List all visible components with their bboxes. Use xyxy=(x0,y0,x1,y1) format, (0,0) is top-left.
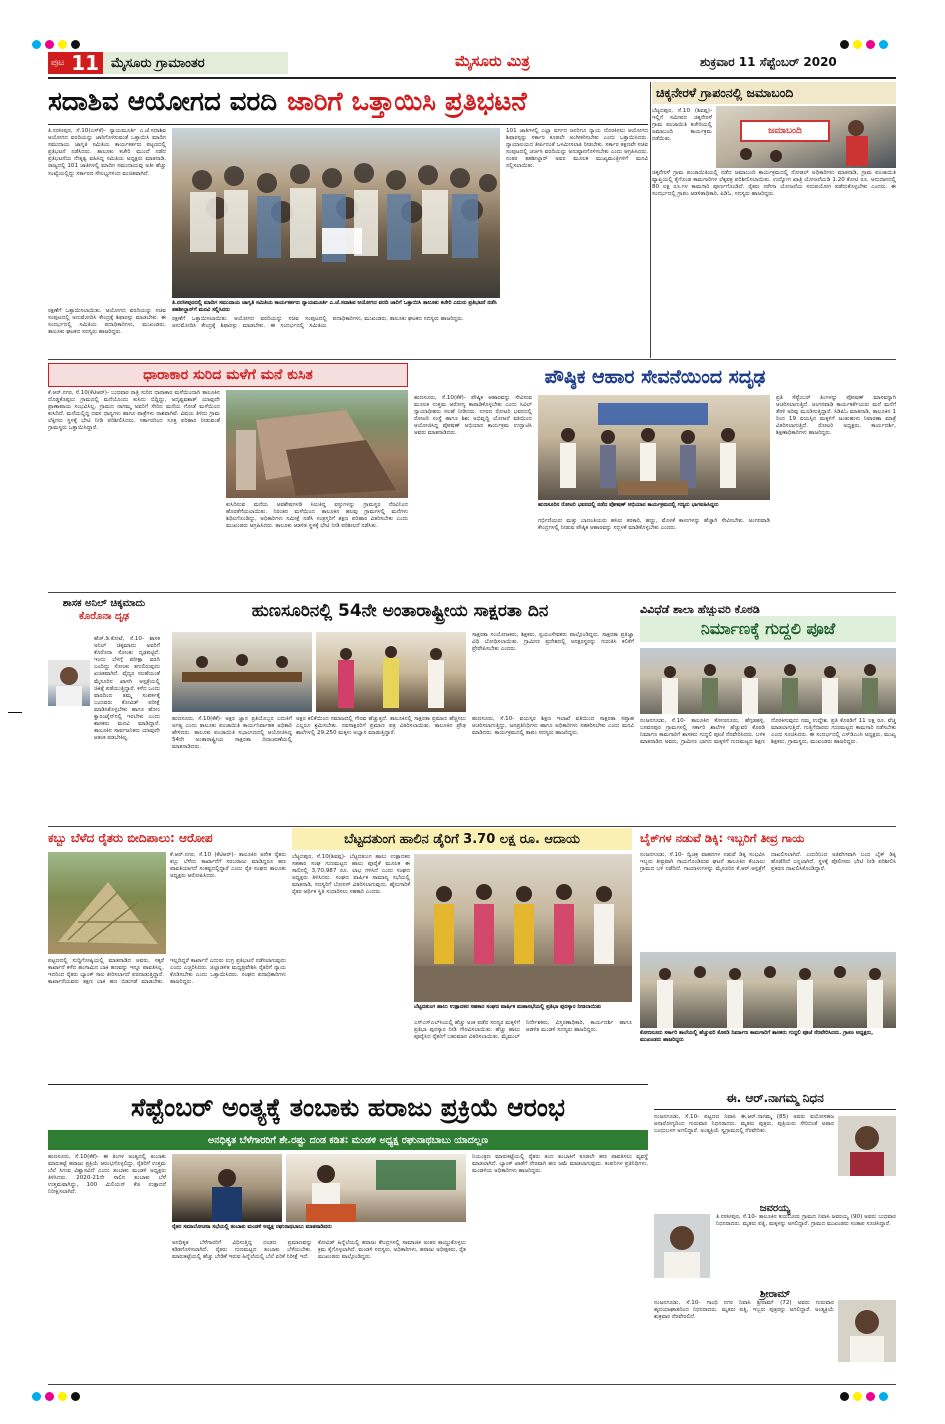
literacy-headline-bar xyxy=(166,596,634,626)
lead-headline xyxy=(48,82,648,122)
nutrition-photo xyxy=(538,395,770,500)
rain-headline-bar xyxy=(48,363,408,387)
dairy-body-col1: ಬೆಟ್ಟದಪುರ, ಸೆ.10(ಶಿವಪ್ಪ)- ಬೆಟ್ಟದತುಂಗ ಹಾಲು ಉತ್ಪಾದಕರ ಸಹಕಾರ ಸಂಘ ಗುಣಮಟ್ಟದ ಹಾಲು ಪೂರೈಕೆ ಮೂಲಕ ಈ ಸಾಲಿನಲ್ಲಿ 3,70,987 ರೂ. ಲಾಭ ಗಳಿಸಿದೆ ಎಂದು ಸಂಘದ ಅಧ್ಯಕ್ಷರು ತಿಳಿಸಿದರು. ಸಂಘದ ವಾರ್ಷಿಕ ಸಾಮಾನ್ಯ ಸಭೆಯಲ್ಲಿ ಮಾತನಾಡಿ, ಸದಸ್ಯರಿಗೆ ಬೋನಸ್ ವಿತರಿಸಲಾಗುವುದು. ಹೈನುಗಾರಿಕೆ ರೈತರ ಆರ್ಥಿಕ ಸ್ಥಿತಿ ಸುಧಾರಿಸಲು ಸಹಕಾರಿ ಎಂದರು. xyxy=(292,854,410,896)
tobacco-body-col3: ಕೋವಿಡ್ ಹಿನ್ನೆಲೆಯಲ್ಲಿ ಹರಾಜು ಕೇಂದ್ರಗಳಲ್ಲಿ ಸಾಮಾಜಿಕ ಅಂತರ ಕಾಯ್ದುಕೊಳ್ಳಲು ಕ್ರಮ ಕೈಗೊಳ್ಳಲಾಗಿದೆ. ಮಂಡಳಿ ಸದಸ್ಯರು, ಅಧಿಕಾರಿಗಳು, ಹರಾಜು ಅಧೀಕ್ಷಕರು, ರೈತ ಮುಖಂಡರು ಪಾಲ್ಗೊಂಡಿದ್ದರು. xyxy=(318,1240,466,1261)
issue-date: ಶುಕ್ರವಾರ 11 ಸೆಪ್ಟೆಂಬರ್ 2020 xyxy=(700,55,837,69)
school-body: ನಂಜನಗೂಡು, ಸೆ.10- ತಾಲೂಕಿನ ಕೋಣನೂರು, ಹೆಗ್ಗಡಹಳ್ಳಿ, ಬಸವನಪುರ ಗ್ರಾಮಗಳಲ್ಲಿ ಸರ್ಕಾರಿ ಶಾಲೆಗಳ ಹೆಚ್ಚುವರಿ ಕೊಠಡಿ ನಿರ್ಮಾಣ ಕಾಮಗಾರಿಗೆ ಶಾಸಕರು ಗುದ್ದಲಿ ಪೂಜೆ ನೆರವೇರಿಸಿದರು. ಬಳಿಕ ಮಾತನಾಡಿದ ಅವರು, ಗ್ರಾಮೀಣ ಭಾಗದ ಮಕ್ಕಳಿಗೆ ಗುಣಮಟ್ಟದ ಶಿಕ್ಷಣ ದೊರಕಿಸುವುದು ನಮ್ಮ ಉದ್ದೇಶ. ಪ್ರತಿ ಕೊಠಡಿಗೆ 11 ಲಕ್ಷ ರೂ. ವೆಚ್ಚ ಮಾಡಲಾಗುತ್ತಿದೆ. ಗುತ್ತಿಗೆದಾರರು ಗುಣಮಟ್ಟದ ಕಾಮಗಾರಿ ನಡೆಸಬೇಕು ಎಂದು ಸೂಚಿಸಿದರು. ಈ ಸಂದರ್ಭದಲ್ಲಿ ಎಸ್‌ಡಿಎಂಸಿ ಅಧ್ಯಕ್ಷರು, ಮುಖ್ಯ ಶಿಕ್ಷಕರು, ಗ್ರಾಮಸ್ಥರು, ಮುಖಂಡರು ಹಾಜರಿದ್ದರು. xyxy=(640,718,896,746)
obituary-3-portrait xyxy=(838,1300,896,1362)
obituary-3-name: ಶ್ರೀರಾಮ್ xyxy=(759,1289,791,1300)
tobacco-subhead-bar xyxy=(48,1130,648,1150)
lead-body-bottom: ರಕ್ಷಣೆಗೆ ಒತ್ತಾಯಿಸಲಾಯಿತು. ಆಯೋಗದ ವರದಿಯನ್ನು ಸಚಿವ ಸಂಪುಟದಲ್ಲಿ ಅನುಮೋದಿಸಿ ಕೇಂದ್ರಕ್ಕೆ ಶಿಫಾರಸ್ಸು ಮಾಡಬೇಕು. ಈ ಸಂದರ್ಭದಲ್ಲಿ ಸಮಿತಿಯ ಪದಾಧಿಕಾರಿಗಳು, ಮುಖಂಡರು, ತಾಲೂಕು ಘಟಕದ ಸದಸ್ಯರು ಹಾಜರಿದ್ದರು. xyxy=(172,316,464,330)
bottom-rule xyxy=(48,1384,896,1385)
row-rule xyxy=(48,592,896,593)
right-story1-photo xyxy=(716,106,896,168)
tobacco-headline: ಸೆಪ್ಟೆಂಬರ್ ಅಂತ್ಯಕ್ಕೆ ತಂಬಾಕು ಹರಾಜು ಪ್ರಕ್ರಿಯೆ ಆರಂಭ xyxy=(131,1093,565,1122)
literacy-body-col1: ಹುಣಸೂರು, ಸೆ.10(ಕೆಕೆ)- ಅಕ್ಷರ ಜ್ಞಾನ ಪ್ರತಿಯೊಬ್ಬರ ಬದುಕಿಗೆ ಅಗತ್ಯ ಎಂದು ತಾಲೂಕು ಪಂಚಾಯಿತಿ ಕಾರ್ಯನಿರ್ವಾಹಕ ಅಧಿಕಾರಿ ಹೇಳಿದರು. ತಾಲೂಕು ಪಂಚಾಯಿತಿ ಸಭಾಂಗಣದಲ್ಲಿ ಆಯೋಜಿಸಿದ್ದ 54ನೇ ಅಂತಾರಾಷ್ಟ್ರೀಯ ಸಾಕ್ಷರತಾ ದಿನಾಚರಣೆಯಲ್ಲಿ ಮಾತನಾಡಿದರು. xyxy=(172,716,292,751)
masthead: ಮೈಸೂರು ಮಿತ್ರ xyxy=(455,52,530,70)
obituary-1-body: ನಂಜನಗೂಡು, ಸೆ.10- ಪಟ್ಟಣದ ನಿವಾಸಿ ಈ.ಆರ್.ನಾಗಮ್ಮ (85) ಅವರು ವಯೋಸಹಜ ಅನಾರೋಗ್ಯದಿಂದ ಗುರುವಾರ ನಿಧನರಾದರು. ಮೃತರು ಪುತ್ರರು, ಪುತ್ರಿಯರು ಸೇರಿದಂತೆ ಅಪಾರ ಬಂಧುಬಳಗ ಅಗಲಿದ್ದಾರೆ. ಅಂತ್ಯಕ್ರಿಯೆ ಸ್ವಗ್ರಾಮದಲ್ಲಿ ನೆರವೇರಿತು. xyxy=(654,1114,834,1135)
mla-subhead: ಕೊರೊನಾ ದೃಢ xyxy=(79,611,129,622)
row-rule xyxy=(48,826,896,827)
literacy-photo2 xyxy=(316,632,466,712)
mla-headline: ಶಾಸಕ ಅನಿಲ್ ಚಿಕ್ಕಮಾದು xyxy=(62,598,146,609)
lead-photo xyxy=(172,128,500,298)
tobacco-headline-bar xyxy=(48,1088,648,1128)
sugarcane-photo xyxy=(48,852,166,954)
registration-marks-bottom-right xyxy=(840,1392,888,1401)
tobacco-body-col4: ನಿಯಂತ್ರಣ ಮಾರುಕಟ್ಟೆಯಲ್ಲಿ ರೈತರು ತಂದ ತಂಬಾಕಿಗೆ ಕೂಡಲೇ ಹಣ ಪಾವತಿಸಲು ವ್ಯವಸ್ಥೆ ಮಾಡಲಾಗಿದೆ. ಬ್ಯಾಂಕ್ ಖಾತೆಗೆ ನೇರವಾಗಿ ಹಣ ಜಮೆ ಮಾಡಲಾಗುವುದು. ಕಂಪನಿಗಳ ಪ್ರತಿನಿಧಿಗಳು, ಮಂಡಳಿಯ ಅಧಿಕಾರಿಗಳು ಹಾಜರಿದ್ದರು. xyxy=(472,1154,648,1175)
dairy-headline: ಬೆಟ್ಟದತುಂಗ ಹಾಲಿನ ಡೈರಿಗೆ 3.70 ಲಕ್ಷ ರೂ. ಆದಾಯ xyxy=(344,831,580,847)
crop-mark xyxy=(8,712,22,713)
jamabandi-banner-text: ಜಮಾಬಂದಿ xyxy=(768,126,802,136)
crowd-illustration xyxy=(172,128,500,298)
accident-photo xyxy=(640,952,896,1028)
dairy-photo xyxy=(414,854,632,1002)
obituary-2-body: ತಿ.ನರಸೀಪುರ, ಸೆ.10- ತಾಲೂಕಿನ ಕುರುಬೂರು ಗ್ರಾಮದ ನಿವಾಸಿ ಜವರಯ್ಯ (90) ಅವರು ಬುಧವಾರ ನಿಧನರಾದರು. ಮೃತರು ಪತ್ನಿ, ಮಕ್ಕಳನ್ನು ಅಗಲಿದ್ದಾರೆ. ಗ್ರಾಮದ ಮುಖಂಡರು ಸಂತಾಪ ಸೂಚಿಸಿದ್ದಾರೆ. xyxy=(716,1214,896,1228)
tobacco-body-col1: ಹುಣಸೂರು, ಸೆ.10(ಕೆಕೆ)- ಈ ತಿಂಗಳ ಅಂತ್ಯದಲ್ಲಿ ತಂಬಾಕು ಮಾರುಕಟ್ಟೆ ಹರಾಜು ಪ್ರಕ್ರಿಯೆ ಆರಂಭಗೊಳ್ಳಲಿದ್ದು, ರೈತರಿಗೆ ಉತ್ತಮ ಬೆಲೆ ಸಿಗುವ ವಿಶ್ವಾಸವಿದೆ ಎಂದು ತಂಬಾಕು ಮಂಡಳಿ ಅಧ್ಯಕ್ಷರು ತಿಳಿಸಿದರು. 2020-21ನೇ ಸಾಲಿನ ತಂಬಾಕು ಬೆಳೆ ಉತ್ತಮವಾಗಿದ್ದು, 100 ಮಿಲಿಯನ್ ಕೆಜಿ ಉತ್ಪಾದನೆ ನಿರೀಕ್ಷಿಸಲಾಗಿದೆ. xyxy=(48,1154,166,1196)
literacy-body-col3: ಸಾಕ್ಷರತಾ ಸಂಯೋಜಕರು, ಶಿಕ್ಷಕರು, ಸ್ವಯಂಸೇವಕರು ಪಾಲ್ಗೊಂಡಿದ್ದರು. ಸಾಕ್ಷರತಾ ಪ್ರತಿಜ್ಞಾ ವಿಧಿ ಬೋಧಿಸಲಾಯಿತು. ಗ್ರಾಮೀಣ ಪ್ರದೇಶದಲ್ಲಿ ಅನಕ್ಷರಸ್ಥರನ್ನು ಗುರುತಿಸಿ ಕಲಿಕೆಗೆ ಪ್ರೇರೇಪಿಸಬೇಕು ಎಂದರು. xyxy=(472,632,634,653)
sugarcane-headline-bar xyxy=(48,828,286,848)
nutrition-headline: ಪೌಷ್ಠಿಕ ಆಹಾರ ಸೇವನೆಯಿಂದ ಸದೃಢ xyxy=(544,366,766,388)
nutrition-body-col1: ಹುಣಸೂರು, ಸೆ.10(ಕೆಕೆ)- ಪೌಷ್ಠಿಕ ಆಹಾರವನ್ನು ಸೇವಿಸುವ ಮೂಲಕ ಉತ್ತಮ ಆರೋಗ್ಯ ಕಾಪಾಡಿಕೊಳ್ಳಬೇಕು ಎಂದು ಸಿವಿಲ್ ನ್ಯಾಯಾಧೀಶರು ಸಲಹೆ ನೀಡಿದರು. ನಗರದ ರೋಟರಿ ಭವನದಲ್ಲಿ ರೋಟರಿ ಸಂಸ್ಥೆ ಹಾಗೂ ಶಿಶು ಅಭಿವೃದ್ಧಿ ಯೋಜನೆ ವತಿಯಿಂದ ಆಯೋಜಿಸಿದ್ದ ಪೋಷಣ್ ಅಭಿಯಾನ ಕಾರ್ಯಕ್ರಮ ಉದ್ಘಾಟಿಸಿ ಅವರು ಮಾತನಾಡಿದರು. xyxy=(414,395,532,437)
registration-marks-bottom-left xyxy=(32,1392,80,1401)
rain-body-right: ಕುಸಿದಿರುವ ಮನೆಯ ಅವಶೇಷಗಳಡಿ ಸಿಲುಕಿದ್ದ ವಸ್ತುಗಳನ್ನು ಗ್ರಾಮಸ್ಥರ ನೆರವಿನಿಂದ ಹೊರತೆಗೆಯಲಾಯಿತು. ನಿರಂತರ ಮಳೆಯಿಂದ ತಾಲೂಕಿನ ಹಲವು ಗ್ರಾಮಗಳಲ್ಲಿ ಮನೆಗಳು ಶಿಥಿಲಗೊಂಡಿದ್ದು, ಅಧಿಕಾರಿಗಳು ಸಮೀಕ್ಷೆ ನಡೆಸಿ ಸಂತ್ರಸ್ತರಿಗೆ ತಕ್ಷಣ ಪರಿಹಾರ ವಿತರಿಸಬೇಕು ಎಂದು ಮುಖಂಡರು ಆಗ್ರಹಿಸಿದರು. ತಾಲೂಕು ಆಡಳಿತ ಸ್ಥಳಕ್ಕೆ ಭೇಟಿ ನೀಡಿ ಪರಿಶೀಲನೆ ನಡೆಸಿತು. xyxy=(226,502,408,530)
accident-headline: ಬೈಕ್‌ಗಳ ನಡುವೆ ಡಿಕ್ಕಿ: ಇಬ್ಬರಿಗೆ ತೀವ್ರ ಗಾಯ xyxy=(640,830,805,845)
literacy-photo1 xyxy=(172,632,312,712)
tobacco-rule xyxy=(48,1084,648,1085)
tobacco-photo2 xyxy=(286,1154,466,1222)
right-story1-lead: ಬೆಟ್ಟದಪುರ, ಸೆ.10 (ಶಿವಪ್ಪ)- ಇಲ್ಲಿಗೆ ಸಮೀಪದ ಚಿಕ್ಕನೇರಳೆ ಗ್ರಾಮ ಪಂಚಾಯಿತಿ ಕಚೇರಿಯಲ್ಲಿ ಜಮಾಬಂದಿ ಕಾರ್ಯಕ್ರಮ ನಡೆಯಿತು. xyxy=(652,108,712,143)
tobacco-body-col2: ಅನಧಿಕೃತ ಬೆಳೆಗಾರರಿಗೆ ವಿಧಿಸುತ್ತಿದ್ದ ದಂಡದ ಪ್ರಮಾಣವನ್ನು ಕಡಿತಗೊಳಿಸಲಾಗಿದೆ. ರೈತರು ಗುಣಮಟ್ಟದ ತಂಬಾಕು ಬೆಳೆಯಬೇಕು. ಮಾರುಕಟ್ಟೆಯಲ್ಲಿ ಹೆಚ್ಚು ಬೇಡಿಕೆ ಇರುವ ಹಿನ್ನೆಲೆಯಲ್ಲಿ ಬೆಲೆ ಏರಿಕೆ ನಿರೀಕ್ಷೆ ಇದೆ. xyxy=(172,1240,312,1261)
column-rule xyxy=(650,82,651,358)
right-story1-body: ಚಿಕ್ಕನೇರಳೆ ಗ್ರಾಮ ಪಂಚಾಯಿತಿಯಲ್ಲಿ ನಡೆದ ಜಮಾಬಂದಿ ಕಾರ್ಯಕ್ರಮದಲ್ಲಿ ನೋಡಲ್ ಅಧಿಕಾರಿಗಳು ಮಾತನಾಡಿ, ಗ್ರಾಮ ಪಂಚಾಯಿತಿ ವ್ಯಾಪ್ತಿಯಲ್ಲಿ ಕೈಗೊಂಡ ಕಾಮಗಾರಿಗಳ ಲೆಕ್ಕಪತ್ರ ಪರಿಶೀಲಿಸಲಾಯಿತು. ಉದ್ಯೋಗ ಖಾತ್ರಿ ಯೋಜನೆಯಡಿ 1.20 ಕೋಟಿ ರೂ. ಅನುದಾನದಲ್ಲಿ 80 ಲಕ್ಷ ರೂ.ಗಳ ಕಾಮಗಾರಿ ಪೂರ್ಣಗೊಂಡಿದೆ. ರೈತರು ನರೇಗಾ ಯೋಜನೆಯ ಸದುಪಯೋಗ ಪಡೆದುಕೊಳ್ಳಬೇಕು ಎಂದರು. ಈ ಸಂದರ್ಭದಲ್ಲಿ ಗ್ರಾಪಂ ಆಡಳಿತಾಧಿಕಾರಿ, ಪಿಡಿಓ, ಸದಸ್ಯರು ಹಾಜರಿದ್ದರು. xyxy=(652,170,896,198)
lead-caption: ತಿ.ನರಸೀಪುರದಲ್ಲಿ ಮಾದಿಗ ಸಮುದಾಯ ಜಾಗೃತಿ ಸಮಿತಿಯ ಕಾರ್ಯಕರ್ತರು ನ್ಯಾಯಮೂರ್ತಿ ಎ.ಜೆ.ಸದಾಶಿವ ಆಯೋಗದ ವರದಿ ಜಾರಿಗೆ ಒತ್ತಾಯಿಸಿ ತಾಲೂಕು ಕಚೇರಿ ಎದುರು ಪ್ರತಿಭಟನೆ ನಡೆಸಿ ತಹಶೀಲ್ದಾರ್‌ಗೆ ಮನವಿ ಸಲ್ಲಿಸಿದರು xyxy=(172,300,497,313)
school-headline: ನಿರ್ಮಾಣಕ್ಕೆ ಗುದ್ದಲಿ ಪೂಜೆ xyxy=(700,619,836,638)
obituary-3-name-box xyxy=(654,1282,896,1300)
page-header-left xyxy=(48,52,288,74)
obituary-3-body: ನಂಜನಗೂಡು, ಸೆ.10- ಗಾಂಧಿ ನಗರ ನಿವಾಸಿ ಶ್ರೀರಾಮ್ (72) ಅವರು ಗುರುವಾರ ಹೃದಯಾಘಾತದಿಂದ ನಿಧನರಾದರು. ಮೃತರು ಪತ್ನಿ, ಇಬ್ಬರು ಪುತ್ರರನ್ನು ಅಗಲಿದ್ದಾರೆ. ಅಂತ್ಯಕ್ರಿಯೆ ಶುಕ್ರವಾರ ನೆರವೇರಲಿದೆ. xyxy=(654,1300,834,1321)
obituary-2-name: ಜವರಯ್ಯ xyxy=(759,1203,791,1214)
tobacco-photo1 xyxy=(172,1154,282,1222)
accident-headline-bar xyxy=(640,828,896,848)
rain-body-left: ಕೆ.ಆರ್.ನಗರ, ಸೆ.10(ಕೆಟಿಆರ್)- ಬುಧವಾರ ರಾತ್ರಿ ಸುರಿದ ಧಾರಾಕಾರ ಮಳೆಯಿಂದಾಗಿ ತಾಲೂಕಿನ ದೊಡ್ಡಕೊಪ್ಪಲು ಗ್ರಾಮದಲ್ಲಿ ಮನೆಯೊಂದು ಕುಸಿದು ಬಿದ್ದಿದ್ದು, ಅದೃಷ್ಟವಶಾತ್ ಯಾವುದೇ ಪ್ರಾಣಾಪಾಯ ಸಂಭವಿಸಿಲ್ಲ. ಗ್ರಾಮದ ನಾಗಮ್ಮ ಅವರಿಗೆ ಸೇರಿದ ಮನೆಯ ಗೋಡೆ ಮಳೆಯಿಂದ ಕುಸಿದಿದೆ. ಮನೆಯಲ್ಲಿದ್ದ ದವಸ ಧಾನ್ಯಗಳು ಹಾಗೂ ಪಾತ್ರೆಗಳು ನಾಶವಾಗಿವೆ. ವಿಷಯ ತಿಳಿದು ಗ್ರಾಮ ಲೆಕ್ಕಿಗರು ಸ್ಥಳಕ್ಕೆ ಭೇಟಿ ನೀಡಿ ಪರಿಶೀಲಿಸಿದರು. ಸರ್ಕಾರದಿಂದ ಸೂಕ್ತ ಪರಿಹಾರ ನೀಡುವಂತೆ ಗ್ರಾಮಸ್ಥರು ಒತ್ತಾಯಿಸಿದ್ದಾರೆ. xyxy=(48,390,220,432)
dairy-headline-bar xyxy=(292,828,632,850)
page-label: ಪುಟ xyxy=(48,52,67,74)
literacy-body-col2: ಅಕ್ಷರ ಕಲಿಕೆಯಿಂದ ಸಮಾಜದಲ್ಲಿ ಗೌರವ ಹೆಚ್ಚುತ್ತದೆ. ತಾಲೂಕಿನಲ್ಲಿ ಸಾಕ್ಷರತಾ ಪ್ರಮಾಣ ಹೆಚ್ಚಿಸಲು ಎಲ್ಲರೂ ಶ್ರಮಿಸಬೇಕು. ನವಸಾಕ್ಷರರಿಗೆ ಪ್ರಮಾಣ ಪತ್ರ ವಿತರಿಸಲಾಯಿತು. ತಾಲೂಕಿನ ಪ್ರೌಢ ಶಾಲೆಗಳಲ್ಲಿ 29,250 ಮಕ್ಕಳು ಅಭ್ಯಾಸ ಮಾಡುತ್ತಿದ್ದಾರೆ. xyxy=(296,716,466,737)
right-story1-headline-bar xyxy=(652,82,896,104)
page-number: 11 xyxy=(67,52,103,74)
school-kicker: ವಿವಿಧೆಡೆ ಶಾಲಾ ಹೆಚ್ಚುವರಿ ಕೊಠಡಿ xyxy=(640,603,760,616)
rain-photo xyxy=(226,390,408,498)
nutrition-body-col3: ಪ್ರತಿ ಸೆಪ್ಟೆಂಬರ್ ತಿಂಗಳನ್ನು ಪೋಷಣ್ ಮಾಸವನ್ನಾಗಿ ಆಚರಿಸಲಾಗುತ್ತಿದೆ. ಅಂಗನವಾಡಿ ಕಾರ್ಯಕರ್ತೆಯರು ಮನೆ ಮನೆಗೆ ತೆರಳಿ ಅರಿವು ಮೂಡಿಸುತ್ತಿದ್ದಾರೆ. ಸಿಡಿಪಿಓ ಮಾತನಾಡಿ, ತಾಲೂಕಿನ 1 ರಿಂದ 19 ವಯಸ್ಸಿನ ಮಕ್ಕಳಿಗೆ ಜಂತುಹುಳು ನಿವಾರಣಾ ಮಾತ್ರೆ ವಿತರಿಸಲಾಗುತ್ತಿದೆ. ರೋಟರಿ ಅಧ್ಯಕ್ಷರು, ಕಾರ್ಯದರ್ಶಿ, ಶಿಕ್ಷಣಾಧಿಕಾರಿಗಳು ಹಾಜರಿದ್ದರು. xyxy=(776,395,896,437)
obituary-headline: ಈ. ಆರ್.ನಾಗಮ್ಮ ನಿಧನ xyxy=(726,1091,824,1105)
tobacco-subhead: ಅನಧಿಕೃತ ಬೆಳೆಗಾರರಿಗೆ ಶೇ.ರಷ್ಟು ದಂಡ ಕಡಿತ: ಮಂಡಳಿ ಅಧ್ಯಕ್ಷ ರಘುನಾಥಬಾಬು ಯಾದಲ್ಲಣ xyxy=(208,1134,488,1146)
section-title: ಮೈಸೂರು ಗ್ರಾಮಾಂತರ xyxy=(111,55,205,71)
row-rule xyxy=(48,359,896,360)
lead-headline-black: ಸದಾಶಿವ ಆಯೋಗದ ವರದಿ xyxy=(48,86,278,117)
nutrition-headline-bar xyxy=(414,363,896,391)
registration-marks-top-left xyxy=(32,40,80,49)
obituary-headline-bar xyxy=(654,1088,896,1110)
literacy-body-col4: ಹುಣಸೂರು, ಸೆ.10- ವಯಸ್ಕರ ಶಿಕ್ಷಣ ಇಲಾಖೆ ವತಿಯಿಂದ ಸಾಕ್ಷರತಾ ಸಪ್ತಾಹ ಆಚರಿಸಲಾಗುತ್ತಿದ್ದು, ಜನಪ್ರತಿನಿಧಿಗಳು ಹಾಗೂ ಅಧಿಕಾರಿಗಳು ಸಹಕರಿಸಬೇಕು ಎಂದು ಮನವಿ ಮಾಡಿದರು. ಕಾರ್ಯಕ್ರಮದಲ್ಲಿ ತಾಪಂ ಸದಸ್ಯರು ಹಾಜರಿದ್ದರು. xyxy=(472,716,634,737)
lead-body-col1-cont: ರಕ್ಷಣೆಗೆ ಒತ್ತಾಯಿಸಲಾಯಿತು. ಆಯೋಗದ ವರದಿಯನ್ನು ಸಚಿವ ಸಂಪುಟದಲ್ಲಿ ಅನುಮೋದಿಸಿ ಕೇಂದ್ರಕ್ಕೆ ಶಿಫಾರಸ್ಸು ಮಾಡಬೇಕು. ಈ ಸಂದರ್ಭದಲ್ಲಿ ಸಮಿತಿಯ ಪದಾಧಿಕಾರಿಗಳು, ಮುಖಂಡರು, ತಾಲೂಕು ಘಟಕದ ಸದಸ್ಯರು ಹಾಜರಿದ್ದರು. xyxy=(48,308,166,336)
mla-body: ಹೆಚ್.ಡಿ.ಕೋಟೆ, ಸೆ.10- ಶಾಸಕ ಅನಿಲ್ ಚಿಕ್ಕಮಾದು ಅವರಿಗೆ ಕೊರೊನಾ ಸೋಂಕು ದೃಢಪಟ್ಟಿದೆ. ಇಂದು ಬೆಳಗ್ಗೆ ಪರೀಕ್ಷಾ ವರದಿ ಬಂದಿದ್ದು ಸೋಂಕು ತಗುಲಿರುವುದು ಖಚಿತವಾಗಿದೆ. ವೈದ್ಯರ ಸಲಹೆಯಂತೆ ಮೈಸೂರಿನ ಖಾಸಗಿ ಆಸ್ಪತ್ರೆಯಲ್ಲಿ ಚಿಕಿತ್ಸೆ ಪಡೆಯುತ್ತಿದ್ದಾರೆ. ಕಳೆದ ಒಂದು ವಾರದಿಂದ ತಮ್ಮ ಸಂಪರ್ಕಕ್ಕೆ ಬಂದವರು ಕೋವಿಡ್ ಪರೀಕ್ಷೆ ಮಾಡಿಸಿಕೊಳ್ಳಬೇಕು ಹಾಗೂ ಹೋಂ ಕ್ವಾರಂಟೈನ್‌ನಲ್ಲಿ ಇರಬೇಕು ಎಂದು ಶಾಸಕರು ಮನವಿ ಮಾಡಿದ್ದಾರೆ. ತಾಲೂಕಿನ ಸಾರ್ವಜನಿಕರು ಯಾವುದೇ ಆತಂಕ ಪಡಬೇಕಿಲ್ಲ. xyxy=(94,636,160,742)
right-story1-headline: ಚಿಕ್ಕನೇರಳೆ ಗ್ರಾಪಂನಲ್ಲಿ ಜಮಾಬಂದಿ xyxy=(656,85,794,100)
tobacco-caption: ರೈತರ ಸಮಾಲೋಚನಾ ಸಭೆಯಲ್ಲಿ ತಂಬಾಕು ಮಂಡಳಿ ಅಧ್ಯಕ್ಷ ರಘುನಾಥಬಾಬು ಮಾತನಾಡಿದರು xyxy=(172,1224,332,1230)
nutrition-body-col2: ಗರ್ಭಿಣಿಯರು ಮತ್ತು ಬಾಣಂತಿಯರು ಹಸಿರು ತರಕಾರಿ, ಹಣ್ಣು, ಮೊಳಕೆ ಕಾಳುಗಳನ್ನು ಹೆಚ್ಚಾಗಿ ಸೇವಿಸಬೇಕು. ಅಂಗನವಾಡಿ ಕೇಂದ್ರಗಳಲ್ಲಿ ನೀಡುವ ಪೌಷ್ಠಿಕ ಆಹಾರವನ್ನು ಸದ್ಬಳಕೆ ಮಾಡಿಕೊಳ್ಳಬೇಕು ಎಂದರು. xyxy=(538,518,770,532)
obituary-2-portrait xyxy=(654,1214,710,1278)
sugarcane-headline: ಕಬ್ಬು ಬೆಳೆದ ರೈತರು ಬೀದಿಪಾಲು: ಆರೋಪ xyxy=(48,830,213,845)
nutrition-caption: ಹುಣಸೂರಿನ ರೋಟರಿ ಭವನದಲ್ಲಿ ನಡೆದ ಪೋಷಣ್ ಅಭಿಯಾನ ಕಾರ್ಯಕ್ರಮದಲ್ಲಿ ಗಣ್ಯರು ಭಾಗವಹಿಸಿದ್ದರು xyxy=(538,502,719,508)
dairy-caption: ಬೆಟ್ಟದತುಂಗ ಹಾಲು ಉತ್ಪಾದಕರ ಸಹಕಾರ ಸಂಘದ ವಾರ್ಷಿಕ ಮಹಾಸಭೆಯಲ್ಲಿ ಪ್ರತಿಭಾ ಪುರಸ್ಕಾರ ನೀಡಲಾಯಿತು xyxy=(414,1004,602,1010)
lead-body-col2: 101 ಜಾತಿಗಳಲ್ಲಿ ಎಲ್ಲಾ ವರ್ಗದ ಜನರಿಗೂ ನ್ಯಾಯ ದೊರಕಿಸಲು ಆಯೋಗದ ಶಿಫಾರಸ್ಸನ್ನು ಸರ್ಕಾರ ಕೂಡಲೇ ಅಂಗೀಕರಿಸಬೇಕು ಎಂದು ಒತ್ತಾಯಿಸಿದರು. ನ್ಯಾಯಾಲಯದ ತೀರ್ಪಿನಂತೆ ಒಳಮೀಸಲಾತಿ ನೀಡಬೇಕು. ಸರ್ಕಾರ ತಕ್ಷಣವೇ ಸಚಿವ ಸಂಪುಟದಲ್ಲಿ ಚರ್ಚಿಸಿ ವರದಿಯನ್ನು ಅನುಷ್ಠಾನಗೊಳಿಸಬೇಕು ಎಂದು ಆಗ್ರಹಿಸಿದರು. ನಂತರ ತಹಶೀಲ್ದಾರ್ ಅವರ ಮೂಲಕ ಮುಖ್ಯಮಂತ್ರಿಗಳಿಗೆ ಮನವಿ ಸಲ್ಲಿಸಲಾಯಿತು. xyxy=(506,128,648,170)
school-headline-bar xyxy=(640,616,896,642)
accident-body: ನಂಜನಗೂಡು, ಸೆ.10- ದ್ವಿಚಕ್ರ ವಾಹನಗಳ ನಡುವೆ ಡಿಕ್ಕಿ ಸಂಭವಿಸಿ ಇಬ್ಬರು ತೀವ್ರವಾಗಿ ಗಾಯಗೊಂಡಿರುವ ಘಟನೆ ತಾಲೂಕಿನ ಕೆಂಬಾಲು ಗ್ರಾಮದ ಬಳಿ ನಡೆದಿದೆ. ಗಾಯಾಳುಗಳನ್ನು ಮೈಸೂರಿನ ಕೆ.ಆರ್.ಆಸ್ಪತ್ರೆಗೆ ದಾಖಲಿಸಲಾಗಿದೆ. ಎದುರಿನಿಂದ ಅತಿವೇಗವಾಗಿ ಬಂದ ಬೈಕ್ ಡಿಕ್ಕಿ ಹೊಡೆದಿದೆ ಎನ್ನಲಾಗಿದೆ. ಸ್ಥಳಕ್ಕೆ ಪೊಲೀಸರು ಭೇಟಿ ನೀಡಿ ಪರಿಶೀಲಿಸಿ ಪ್ರಕರಣ ದಾಖಲಿಸಿಕೊಂಡಿದ್ದಾರೆ. xyxy=(640,852,896,873)
header-rule xyxy=(48,77,896,79)
school-photo xyxy=(640,648,896,714)
dairy-body: ಎಸ್‌ಎಸ್‌ಎಲ್‌ಸಿಯಲ್ಲಿ ಹೆಚ್ಚು ಅಂಕ ಪಡೆದ ಸದಸ್ಯರ ಮಕ್ಕಳಿಗೆ ಪ್ರತಿಭಾ ಪುರಸ್ಕಾರ ನೀಡಿ ಗೌರವಿಸಲಾಯಿತು. ಹೆಚ್ಚು ಹಾಲು ಪೂರೈಸಿದ ರೈತರಿಗೆ ಬಹುಮಾನ ವಿತರಿಸಲಾಯಿತು. ಮೈಮುಲ್ ನಿರ್ದೇಶಕರು, ವಿಸ್ತರಣಾಧಿಕಾರಿ, ಕಾರ್ಯದರ್ಶಿ ಹಾಗೂ ಆಡಳಿತ ಮಂಡಳಿ ಸದಸ್ಯರು ಹಾಜರಿದ್ದರು. xyxy=(414,1020,632,1041)
rain-headline: ಧಾರಾಕಾರ ಸುರಿದ ಮಳೆಗೆ ಮನೆ ಕುಸಿತ xyxy=(143,367,313,383)
lead-headline-red: ಜಾರಿಗೆ ಒತ್ತಾಯಿಸಿ ಪ್ರತಿಭಟನೆ xyxy=(287,86,527,117)
literacy-headline: ಹುಣಸೂರಿನಲ್ಲಿ 54ನೇ ಅಂತಾರಾಷ್ಟ್ರೀಯ ಸಾಕ್ಷರತಾ ದಿನ xyxy=(251,601,549,621)
sugarcane-body: ಪಟ್ಟಣದಲ್ಲಿ ಸುದ್ದಿಗೋಷ್ಠಿಯಲ್ಲಿ ಮಾತನಾಡಿದ ಅವರು, ಸಕ್ಕರೆ ಕಾರ್ಖಾನೆ ಕಳೆದ ಹಂಗಾಮಿನ ಬಾಕಿ ಹಣವನ್ನು ಇನ್ನೂ ಪಾವತಿಸಿಲ್ಲ. ಇದರಿಂದ ರೈತರು ಬ್ಯಾಂಕ್ ಸಾಲ ತೀರಿಸಲಾಗದೆ ಪರದಾಡುತ್ತಿದ್ದಾರೆ. ಕಾರ್ಖಾನೆಯವರು ತಕ್ಷಣ ಬಾಕಿ ಹಣ ಬಿಡುಗಡೆ ಮಾಡಬೇಕು. ಇಲ್ಲದಿದ್ದರೆ ಕಾರ್ಖಾನೆ ಎದುರು ಉಗ್ರ ಪ್ರತಿಭಟನೆ ನಡೆಸಲಾಗುವುದು ಎಂದು ಎಚ್ಚರಿಸಿದರು. ಜಿಲ್ಲಾಡಳಿತ ಮಧ್ಯಪ್ರವೇಶಿಸಿ ರೈತರಿಗೆ ನ್ಯಾಯ ಕೊಡಿಸಬೇಕು ಎಂದು ಒತ್ತಾಯಿಸಿದರು. ಸಂಘದ ಪದಾಧಿಕಾರಿಗಳು ಹಾಜರಿದ್ದರು. xyxy=(48,958,286,986)
lead-body-col1: ತಿ.ನರಸೀಪುರ, ಸೆ.10(ಎಸ್‌ಕೆ)- ನ್ಯಾಯಮೂರ್ತಿ ಎ.ಜೆ.ಸದಾಶಿವ ಆಯೋಗದ ವರದಿಯನ್ನು ಜಾರಿಗೊಳಿಸುವಂತೆ ಒತ್ತಾಯಿಸಿ ಮಾದಿಗ ಸಮುದಾಯ ಜಾಗೃತಿ ಸಮಿತಿಯ ಕಾರ್ಯಕರ್ತರು ಪಟ್ಟಣದಲ್ಲಿ ಪ್ರತಿಭಟನೆ ನಡೆಸಿದರು. ತಾಲೂಕು ಕಚೇರಿ ಮುಂದೆ ನಡೆದ ಪ್ರತಿಭಟನೆಯ ನೇತೃತ್ವ ವಹಿಸಿದ್ದ ಸಮಿತಿಯ ಅಧ್ಯಕ್ಷರು ಮಾತನಾಡಿ, ರಾಜ್ಯದಲ್ಲಿ 101 ಜಾತಿಗಳಲ್ಲಿ ಮಾದಿಗ ಸಮುದಾಯವು ಅತೀ ಹೆಚ್ಚು ಸಂಖ್ಯೆಯಲ್ಲಿದ್ದು ಸರ್ಕಾರದ ಸೌಲಭ್ಯಗಳಿಂದ ವಂಚಿತವಾಗಿದೆ. xyxy=(48,128,166,177)
lead-rule xyxy=(48,124,648,125)
sugarcane-body-left: ಕೆ.ಆರ್.ನಗರ, ಸೆ.10 (ಕೆಟಿಆರ್)- ತಾಲೂಕಿನ ಅನೇಕ ರೈತರು ಕಬ್ಬು ಬೆಳೆದು ಕಾರ್ಖಾನೆಗೆ ಸರಬರಾಜು ಮಾಡಿದ್ದರೂ ಹಣ ಪಾವತಿಯಾಗದೆ ಸಂಕಷ್ಟದಲ್ಲಿದ್ದಾರೆ ಎಂದು ರೈತ ಸಂಘದ ತಾಲೂಕು ಅಧ್ಯಕ್ಷರು ಆರೋಪಿಸಿದರು. xyxy=(170,852,286,880)
mla-headline-box xyxy=(48,597,160,633)
accident-caption: ಕೋಣನೂರು ಸರ್ಕಾರಿ ಶಾಲೆಯಲ್ಲಿ ಹೆಚ್ಚುವರಿ ಕೊಠಡಿ ನಿರ್ಮಾಣ ಕಾಮಗಾರಿಗೆ ಶಾಸಕರು ಗುದ್ದಲಿ ಪೂಜೆ ನೆರವೇರಿಸಿದರು. ಗ್ರಾಪಂ ಅಧ್ಯಕ್ಷರು, ಮುಖಂಡರು ಹಾಜರಿದ್ದರು xyxy=(640,1030,874,1043)
obituary-1-portrait xyxy=(838,1116,896,1176)
registration-marks-top-right xyxy=(840,40,888,49)
obituary-2-name-box xyxy=(654,1196,896,1214)
